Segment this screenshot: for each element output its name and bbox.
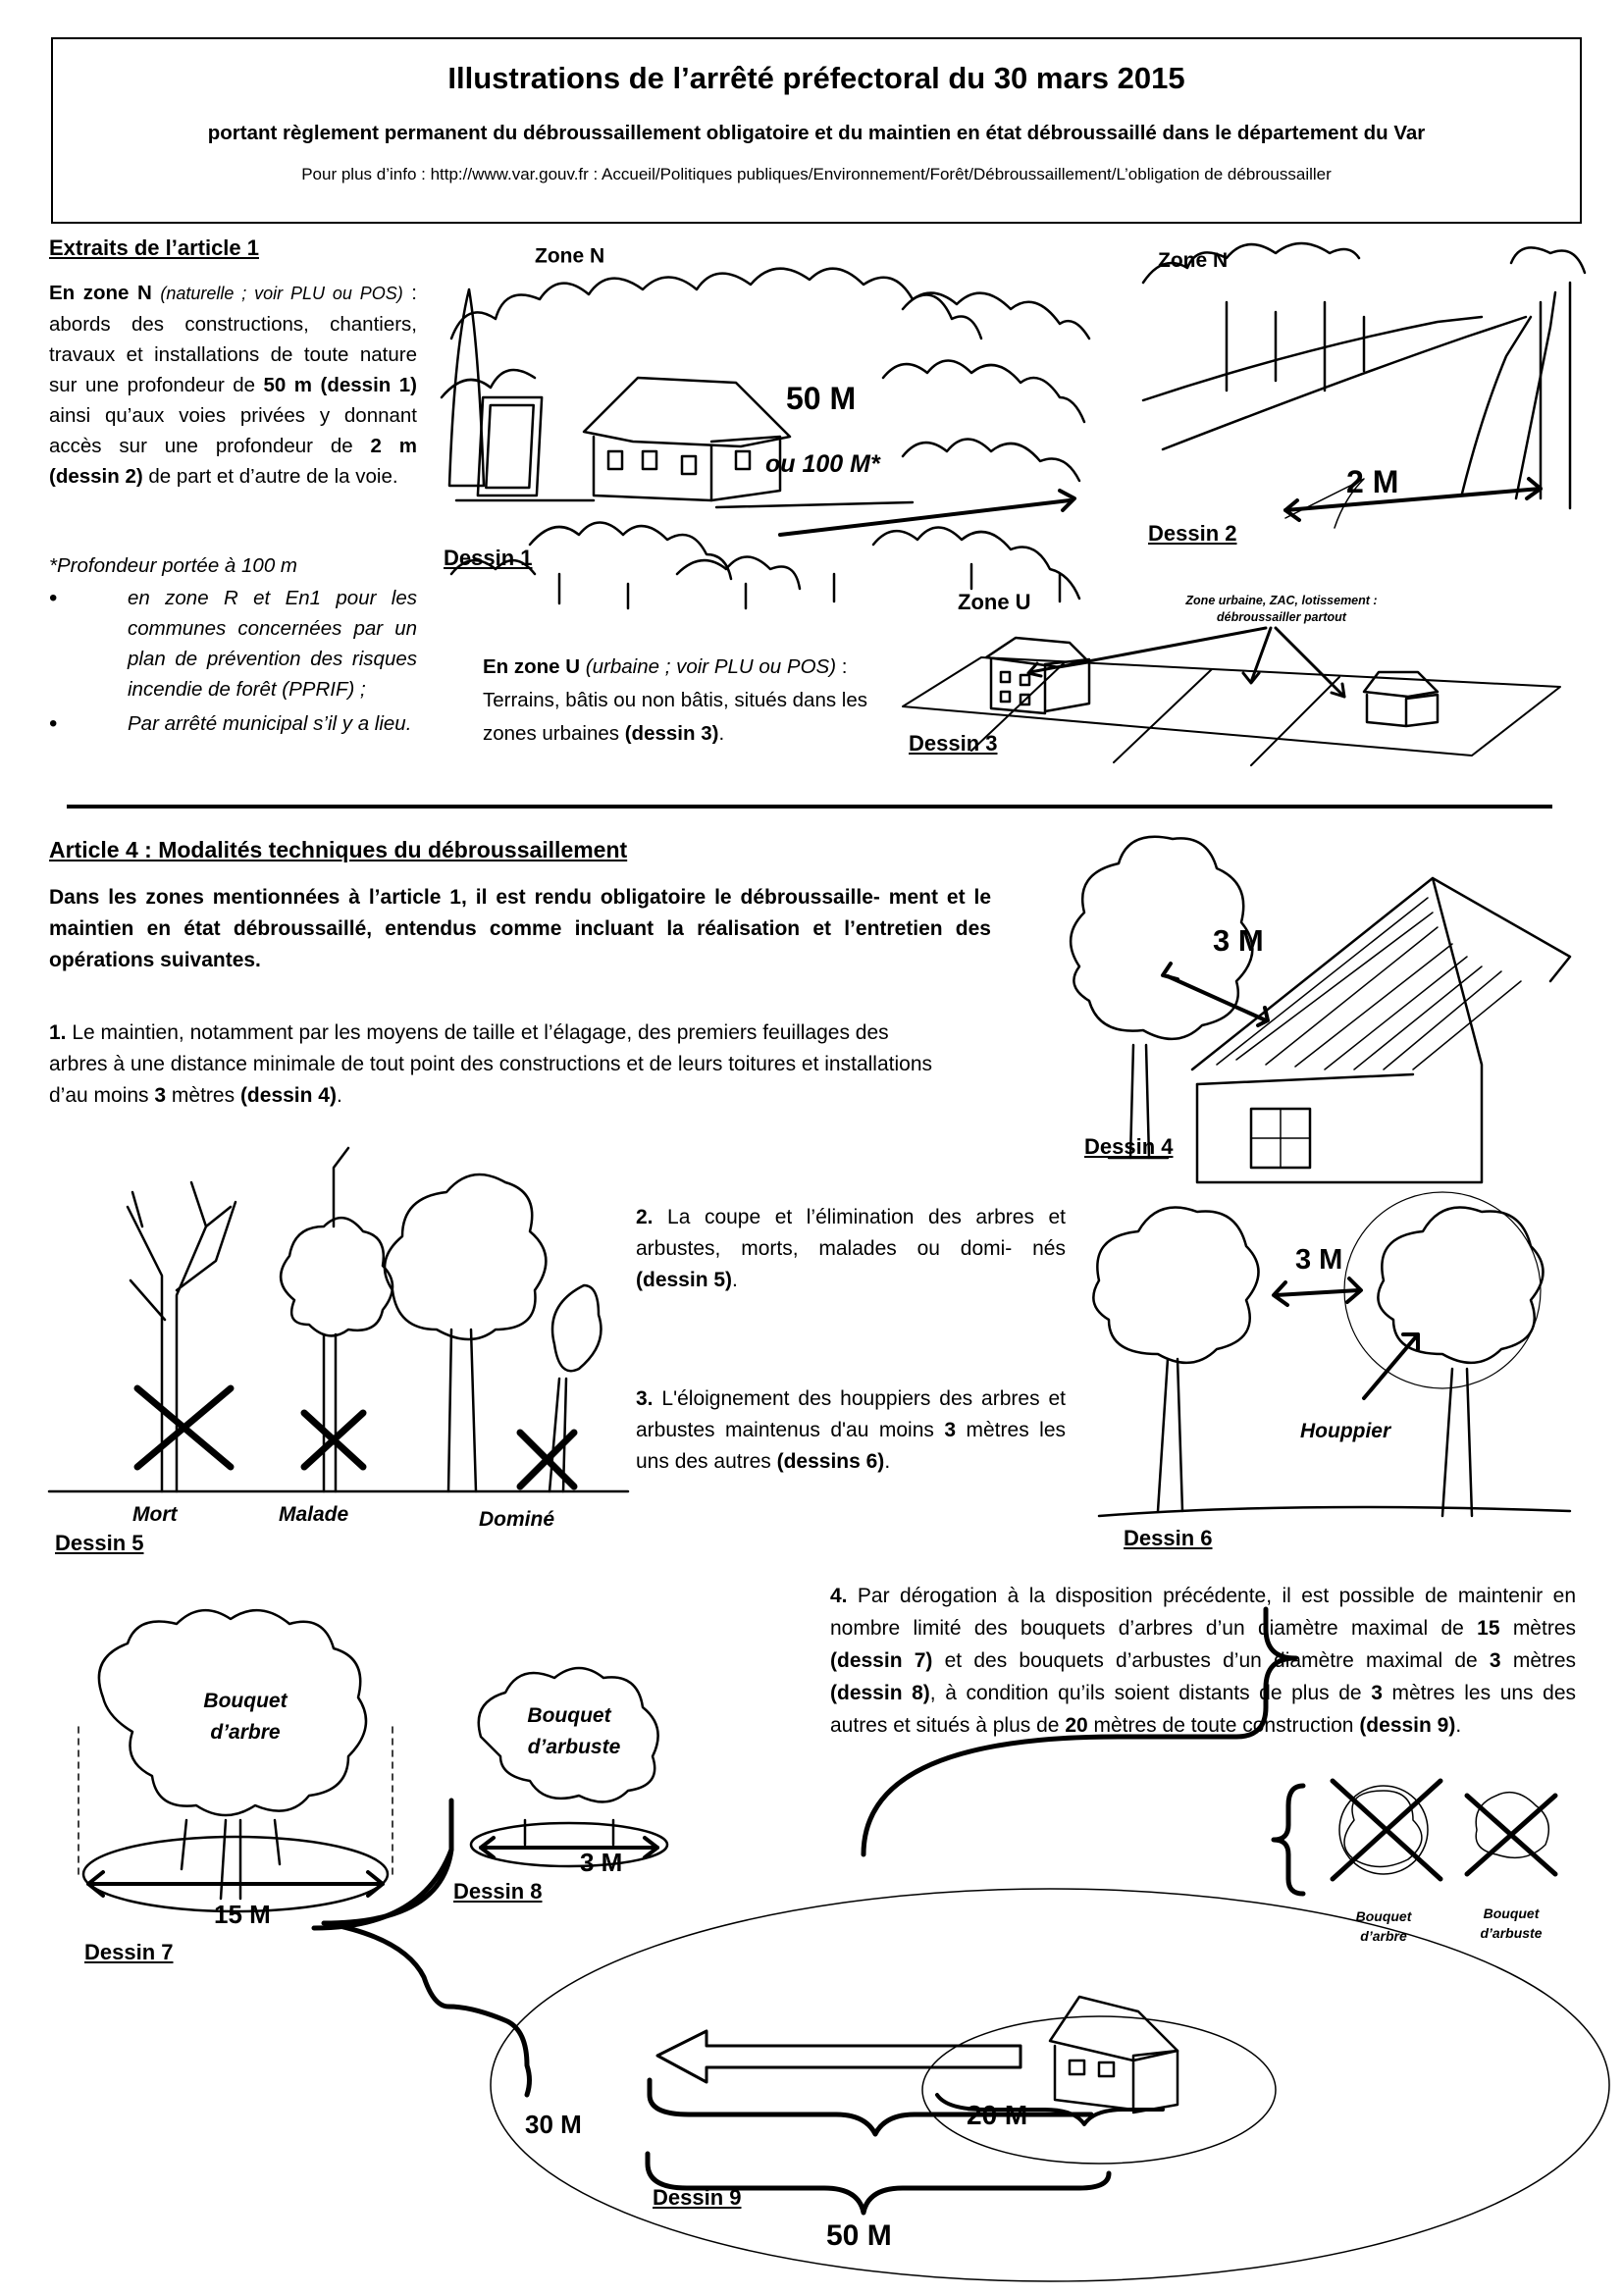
dessin3-label: Dessin 3	[909, 731, 998, 756]
bouquet-arbuste-2: d’arbuste	[1480, 1925, 1543, 1941]
article4-point3: 3. L'éloignement des houppiers des arbres et arbustes maintenus d'au moins 3 mètres les uns des autres (dessins 6).	[636, 1387, 1066, 1473]
dessin6-dist: 3 M	[1295, 1244, 1343, 1276]
dessin7-label: Dessin 7	[84, 1940, 174, 1964]
page-title: Illustrations de l’arrêté préfectoral du 30 mars 2015	[447, 61, 1185, 95]
zone-u-paragraph: En zone U (urbaine ; voir PLU ou POS) : Terrains, bâtis ou non bâtis, situés dans les zones urbaines (dessin 3).	[483, 655, 867, 745]
dessin4-dist: 3 M	[1213, 923, 1264, 958]
dessin4-label: Dessin 4	[1084, 1134, 1174, 1159]
dessin3-illustration	[898, 628, 1565, 756]
zone-u-paren: (urbaine ; voir PLU ou POS)	[585, 655, 837, 678]
dessin5-domine: Dominé	[479, 1508, 555, 1531]
article4-point4: 4. Par dérogation à la disposition précédente, il est possible de maintenir en nombre limité des bouquets d’arbres d’un diamètre maximal de 15 mètres (dessin 7) et des bouquets d’arbustes d’un diamètre maximal de 3 mètres (dessin 8), à condition qu’ils soient distants de plus de 3 mètres les uns des autres et situés à plus de 20 mètres de toute construction (dessin 9).	[830, 1585, 1576, 1737]
dessin5-illustration	[49, 1153, 628, 1531]
zone-n-paren: (naturelle ; voir PLU ou POS)	[160, 284, 403, 303]
dessin8-name-2: d’arbuste	[527, 1736, 621, 1758]
bouquet-arbuste-1: Bouquet	[1483, 1905, 1540, 1921]
dessin8-dist: 3 M	[580, 1848, 623, 1877]
zone-n-dessin1: (dessin 1)	[320, 374, 417, 396]
dessin9-30m: 30 M	[525, 2110, 582, 2139]
dessin5-label: Dessin 5	[55, 1531, 144, 1555]
page-subtitle: portant règlement permanent du débroussaillement obligatoire et du maintien en état débroussaillé dans le département du Var	[207, 122, 1426, 144]
article4-point1: 1. Le maintien, notamment par les moyens de taille et l’élagage, des premiers feuillages des arbres à une distance minimale de tout point des constructions et de leurs toitures et installations d’au moins 3 mètres (dessin 4).	[49, 1021, 932, 1107]
section-divider	[67, 805, 1552, 809]
zone-n-dessin2: (dessin 2)	[49, 465, 143, 488]
dessin1-alt-dist: ou 100 M*	[765, 450, 880, 478]
zone-u-text: : Terrains, bâtis ou non bâtis, situés dans les zones urbaines	[483, 655, 867, 745]
dessin9-20m: 20 M	[967, 2100, 1028, 2130]
info-link[interactable]: Pour plus d’info : http://www.var.gouv.fr : Accueil/Politiques publiques/Environnement/Forêt/Débroussaillement/L’obligation de débroussailler	[301, 165, 1332, 183]
dessin9-forbidden-samples	[1276, 1781, 1570, 1957]
dessin2-dist: 2 M	[1346, 464, 1399, 499]
dessin9-label: Dessin 9	[653, 2185, 742, 2210]
dessin7-name-2: d’arbre	[210, 1721, 281, 1744]
dessin3-note: Zone urbaine, ZAC, lotissement : débroussailler partout	[1185, 594, 1378, 624]
dessin6-houppier: Houppier	[1300, 1420, 1391, 1442]
zone-u-dessin3: (dessin 3)	[624, 722, 719, 745]
dessin7-dist: 15 M	[214, 1900, 271, 1929]
dessin3-zone-label: Zone U	[958, 590, 1031, 614]
article4-point2: 2. La coupe et l’élimination des arbres et arbustes, morts, malades ou domi- nés (dessin 5).	[636, 1206, 1066, 1291]
dessin2-illustration	[1138, 243, 1590, 548]
zone-n-text-b: ainsi qu’aux voies privées y donnant accès sur une profondeur de	[49, 404, 417, 457]
dessin1-dist: 50 M	[786, 381, 857, 416]
footnote-bullets	[49, 583, 417, 739]
dessin4-illustration	[1040, 819, 1590, 1182]
dessin5-malade: Malade	[279, 1503, 349, 1526]
zone-u-lead: En zone U	[483, 655, 581, 678]
footnote: *Profondeur portée à 100 m	[49, 554, 297, 577]
zone-n-2m: 2 m	[370, 435, 418, 457]
dessin1-zone-label: Zone N	[535, 244, 605, 268]
bouquet-arbre-2: d’arbre	[1360, 1928, 1407, 1944]
dessin8-label: Dessin 8	[453, 1879, 543, 1904]
zone-n-paragraph	[49, 278, 417, 492]
dessin6-label: Dessin 6	[1124, 1526, 1213, 1550]
bouquet-arbre-1: Bouquet	[1355, 1908, 1412, 1924]
zone-n-text-c: de part et d’autre de la voie.	[142, 465, 398, 488]
dessin9-50m: 50 M	[826, 2219, 892, 2252]
dessin2-zone-label: Zone N	[1158, 249, 1229, 272]
article4-heading: Article 4 : Modalités techniques du débroussaillement	[49, 837, 628, 862]
article4-intro: Dans les zones mentionnées à l’article 1, il est rendu obligatoire le débroussaille- ment et le maintien en état débroussaillé, entendus comme incluant la réalisation et l’entretien des opérations suivantes.	[49, 886, 991, 971]
bullet-municipal: • Par arrêté municipal s’il y a lieu.	[49, 708, 417, 739]
bullet-pprif: • en zone R et En1 pour les communes concernées par un plan de prévention des risques incendie de forêt (PPRIF) ;	[49, 583, 417, 704]
header-box	[51, 37, 1582, 224]
dessin5-mort: Mort	[132, 1503, 178, 1526]
zone-n-lead: En zone N	[49, 282, 152, 304]
dessin8-name-1: Bouquet	[527, 1704, 611, 1727]
article1-heading: Extraits de l’article 1	[49, 235, 259, 260]
zone-n-text-a: : abords des constructions, chantiers, travaux et installations de toute nature sur une profondeur de	[49, 282, 417, 396]
dessin7-name-1: Bouquet	[203, 1690, 288, 1712]
dessin1-illustration	[432, 244, 1138, 613]
dessin1-label: Dessin 1	[444, 546, 533, 570]
dessin6-illustration	[1079, 1202, 1590, 1526]
zone-n-50m: 50 m	[263, 374, 313, 396]
dessin2-label: Dessin 2	[1148, 521, 1237, 546]
